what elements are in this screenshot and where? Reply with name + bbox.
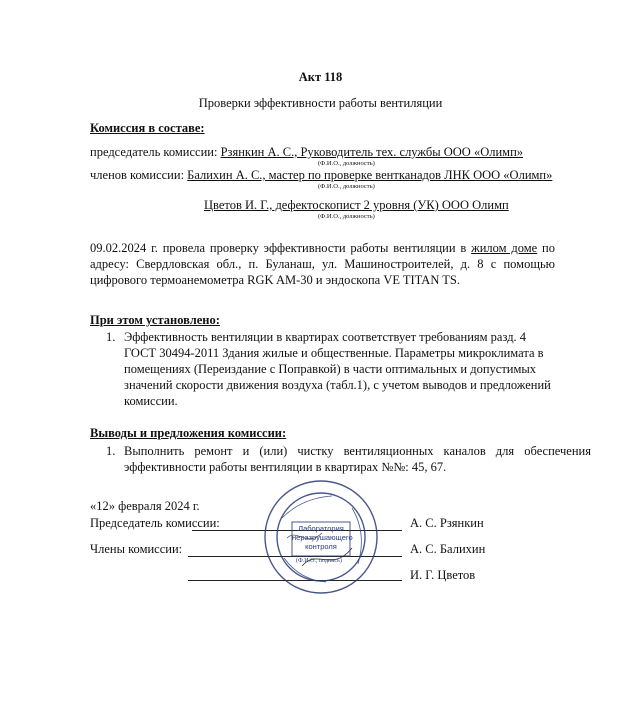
sign-member1-name: А. С. Балихин [410,542,486,556]
fio-caption-2: (Ф.И.О., должность) [318,183,375,190]
sign-chair-label: Председатель комиссии: [90,516,220,530]
date-line: «12» февраля 2024 г. [90,499,200,513]
member2-value: Цветов И. Г., дефектоскопист 2 уровня (УК) ООО Олимп [204,198,509,212]
list-item-text: Выполнить ремонт и (или) чистку вентиляционных каналов для обеспечения эффективности работы вентиляции в квартирах №№: 45, 67. [124,444,591,474]
stamp-subcaption: (Ф.И.О., подпись) [296,558,342,564]
list-item-number: 1. [106,330,116,344]
intro-part1: 09.02.2024 г. провела проверку эффективности работы вентиляции в [90,241,472,255]
intro-paragraph [90,240,555,288]
intro-part2: по адресу: Свердловская обл., п. Буланаш, ул. Машиностроителей, д. 8 с помощью цифрового термоанемометра RGK AM-30 и эндоскопа VE TITAN TS. [90,241,555,287]
stamp-line-2: неразрушающего [292,533,353,542]
established-list-item [106,329,586,408]
members-label: членов комиссии: [90,168,188,182]
fio-caption-1: (Ф.И.О., должность) [318,160,375,167]
act-subtitle: Проверки эффективности работы вентиляции [198,96,443,110]
sign-chair-name: А. С. Рзянкин [410,516,484,530]
member1-value: Балихин А. С., мастер по проверке вентканадов ЛНК ООО «Олимп» [187,168,553,182]
stamp-line-1: Лаборатория [298,524,344,533]
commission-heading: Комиссия в составе: [90,121,205,135]
chairman-label: председатель комиссии: [90,145,221,159]
stamp-line-3: контроля [305,542,337,551]
conclusions-heading: Выводы и предложения комиссии: [90,426,287,440]
stamp-text [292,524,353,551]
sign-members-label: Члены комиссии: [90,542,183,556]
sign-member2-name: И. Г. Цветов [410,568,476,582]
conclusion-list-item [106,443,591,477]
member1-line [90,168,552,183]
established-heading: При этом установлено: [90,313,220,327]
list-item-text: Эффективность вентиляции в квартирах соответствует требованиям разд. 4 ГОСТ 30494-2011 Здания жилые и общественные. Параметры микроклимата в помещениях (Переиздание с Поправкой) в части оптимальных и допустимых значений скорости движения воздуха (табл.1), с учетом выводов и предложений комиссии. [124,330,551,408]
act-title: Акт 118 [298,70,343,84]
chairman-value: Рзянкин А. С., Руководитель тех. службы ООО «Олимп» [220,145,524,159]
chairman-line [90,145,523,160]
fio-caption-3: (Ф.И.О., должность) [318,213,375,220]
list-item-number: 1. [106,444,116,458]
intro-link: жилом доме [471,241,538,255]
stamp-seal [262,478,380,596]
